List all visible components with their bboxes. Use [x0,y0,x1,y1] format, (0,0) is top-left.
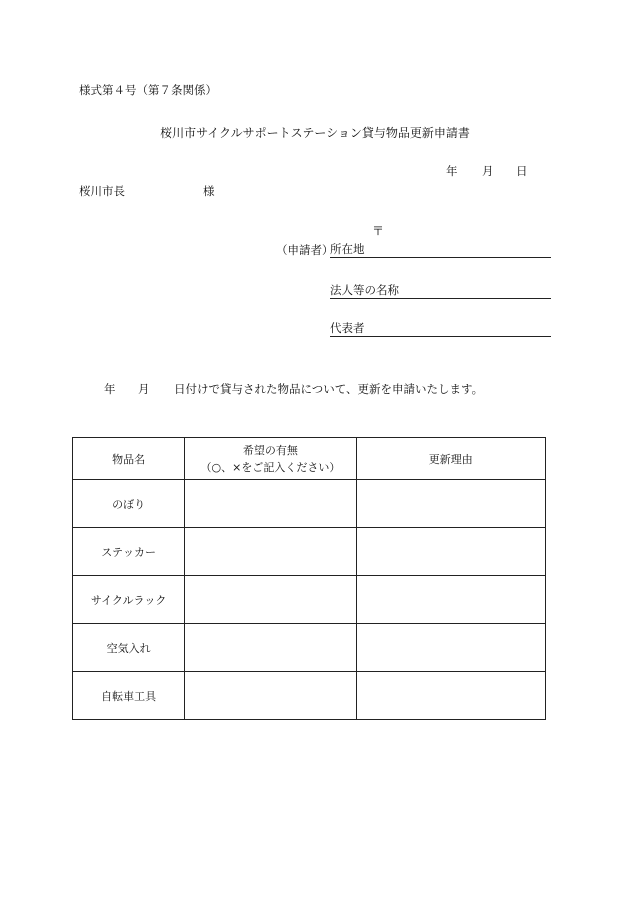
item-name-cell: ステッカー [73,528,185,576]
table-row [73,528,546,576]
reason-cell[interactable] [356,480,545,528]
table-row [73,672,546,720]
corp-name-label: 法人等の名称 [330,283,399,297]
statement-year-label: 年 [104,382,116,396]
reason-cell[interactable] [356,528,545,576]
item-name-cell: サイクルラック [73,576,185,624]
item-name-cell: のぼり [73,480,185,528]
address-label: 所在地 [330,242,365,256]
form-number: 様式第４号（第７条関係） [79,83,217,97]
header-item-name: 物品名 [73,438,185,480]
postal-mark: 〒 [372,224,385,238]
representative-label: 代表者 [330,321,365,335]
item-name-cell: 空気入れ [73,624,185,672]
corp-name-field[interactable] [330,283,551,299]
item-name-cell: 自転車工具 [73,672,185,720]
reason-cell[interactable] [356,672,545,720]
representative-field[interactable] [330,321,551,337]
wish-cell[interactable] [185,480,356,528]
statement-month-label: 月 [138,382,150,396]
items-table [72,437,546,720]
statement-text: 日付けで貸与された物品について、更新を申請いたします。 [174,382,484,396]
address-field[interactable] [330,242,551,258]
date-year-label: 年 [446,164,458,178]
header-wish-line1: 希望の有無 [242,443,298,457]
table-row [73,624,546,672]
addressee-honorific: 様 [203,184,215,198]
header-wish-line2: （○、×をご記入ください） [200,460,341,474]
header-wish [185,438,356,480]
wish-cell[interactable] [185,576,356,624]
reason-cell[interactable] [356,576,545,624]
table-header-row [73,438,546,480]
reason-cell[interactable] [356,624,545,672]
wish-cell[interactable] [185,672,356,720]
document-title: 桜川市サイクルサポートステーション貸与物品更新申請書 [160,126,470,140]
table-row [73,576,546,624]
date-month-label: 月 [482,164,494,178]
date-day-label: 日 [516,164,528,178]
addressee-name: 桜川市長 [79,184,125,198]
table-row [73,480,546,528]
wish-cell[interactable] [185,624,356,672]
wish-cell[interactable] [185,528,356,576]
applicant-label: （申請者） [276,243,334,257]
header-reason: 更新理由 [356,438,545,480]
